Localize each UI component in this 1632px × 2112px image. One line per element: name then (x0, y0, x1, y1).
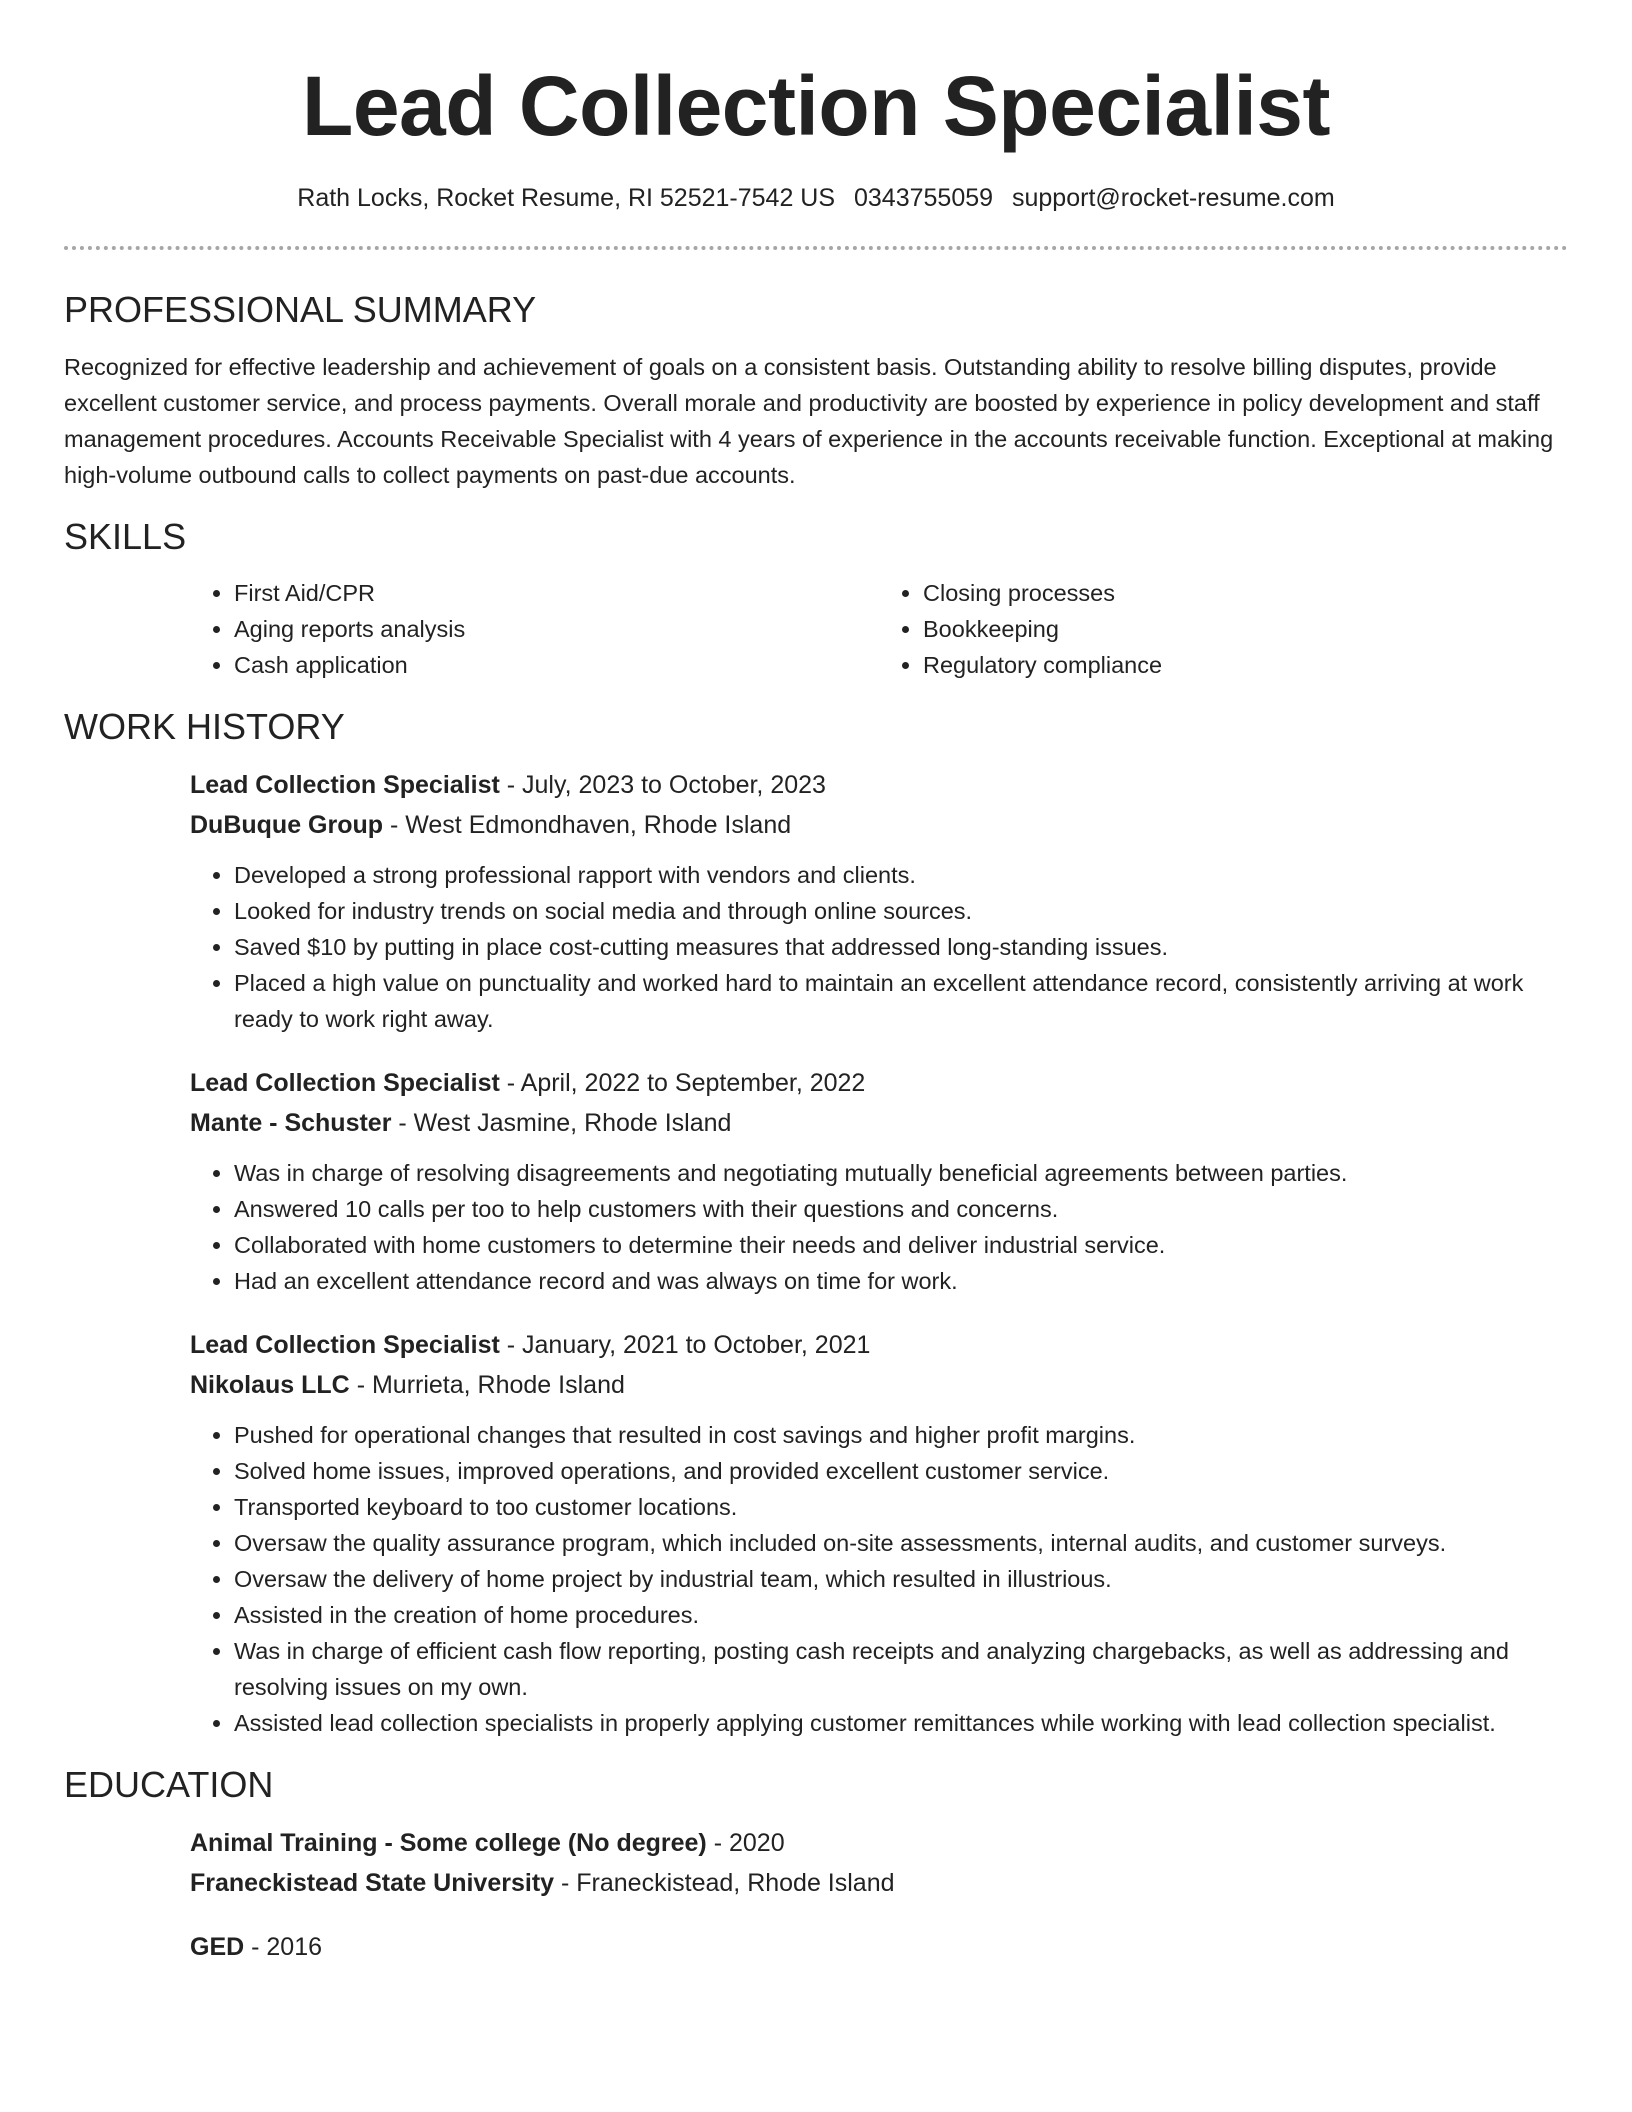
job-duty: • Developed a strong professional rapport with vendors and clients. (234, 857, 1568, 893)
job-company: Mante - Schuster (190, 1109, 392, 1137)
job-company: DuBuque Group (190, 811, 384, 839)
job-company-line (190, 1103, 1568, 1143)
job-company: Nikolaus LLC (190, 1371, 350, 1399)
job-dates: - January, 2021 to October, 2021 (499, 1331, 871, 1359)
resume-name: Lead Collection Specialist (302, 59, 1330, 153)
education-school-line (190, 1863, 1568, 1903)
contact-line (64, 182, 1568, 214)
job-duty: • Pushed for operational changes that resulted in cost savings and higher profit margins. (234, 1417, 1568, 1453)
job-duty: • Had an excellent attendance record and was always on time for work. (234, 1263, 1568, 1299)
job-duty: • Looked for industry trends on social media and through online sources. (234, 893, 1568, 929)
education-entry (190, 1927, 1568, 1967)
job-duties (190, 1155, 1568, 1299)
job-role: Lead Collection Specialist (190, 1069, 500, 1097)
summary-text: Recognized for effective leadership and achievement of goals on a consistent basis. Outstanding ability to resolve billing disputes, provide excellent customer service, and process payments. Overall morale and productivity are boosted by experience in policy development and staff management procedures. Accounts Receivable Specialist with 4 years of experience in the accounts receivable function. Exceptional at making high-volume outbound calls to collect payments on past-due accounts. (64, 354, 1554, 488)
job-role: Lead Collection Specialist (190, 1331, 500, 1359)
job-duty: • Placed a high value on punctuality and worked hard to maintain an excellent attendance record, consistently arriving at work ready to work right away. (234, 965, 1568, 1037)
work-history-heading: WORK HISTORY (64, 706, 345, 747)
education-location: - Franeckistead, Rhode Island (554, 1869, 895, 1897)
job-duty: • Assisted in the creation of home procedures. (234, 1597, 1568, 1633)
skills-heading: SKILLS (64, 516, 187, 557)
job-entry (190, 1063, 1568, 1299)
skill-item: • Regulatory compliance (923, 647, 1568, 683)
job-title-line (190, 765, 1568, 805)
job-entry (190, 765, 1568, 1037)
job-company-line (190, 805, 1568, 845)
job-duty: • Transported keyboard to too customer locations. (234, 1489, 1568, 1525)
job-duty: • Oversaw the quality assurance program, which included on-site assessments, internal audits, and customer surveys. (234, 1525, 1568, 1561)
skills-list (190, 575, 1568, 683)
education-year: - 2020 (706, 1829, 785, 1857)
education-year: - 2016 (244, 1933, 323, 1961)
job-company-line (190, 1365, 1568, 1405)
education-degree: GED (190, 1933, 245, 1961)
job-duty: • Saved $10 by putting in place cost-cutting measures that addressed long-standing issues. (234, 929, 1568, 965)
education-degree-line (190, 1823, 1568, 1863)
skill-item: • Closing processes (923, 575, 1568, 611)
job-duty: • Was in charge of efficient cash flow reporting, posting cash receipts and analyzing chargebacks, as well as addressing and resolving issues on my own. (234, 1633, 1568, 1705)
job-duty: • Solved home issues, improved operations, and provided excellent customer service. (234, 1453, 1568, 1489)
job-entry (190, 1325, 1568, 1741)
job-role: Lead Collection Specialist (190, 771, 500, 799)
skill-item: • Aging reports analysis (234, 611, 879, 647)
header-divider (64, 246, 1568, 250)
job-title-line (190, 1325, 1568, 1365)
education-degree: Animal Training - Some college (No degree) (190, 1829, 707, 1857)
education-degree-line (190, 1927, 1568, 1967)
education-entry (190, 1823, 1568, 1903)
job-location: - Murrieta, Rhode Island (349, 1371, 625, 1399)
job-duty: • Collaborated with home customers to determine their needs and deliver industrial service. (234, 1227, 1568, 1263)
skill-item: • First Aid/CPR (234, 575, 879, 611)
job-duty: • Assisted lead collection specialists in properly applying customer remittances while working with lead collection specialist. (234, 1705, 1568, 1741)
job-dates: - July, 2023 to October, 2023 (499, 771, 826, 799)
job-duties (190, 1417, 1568, 1741)
job-duty: • Oversaw the delivery of home project by industrial team, which resulted in illustrious. (234, 1561, 1568, 1597)
job-duty: • Answered 10 calls per too to help customers with their questions and concerns. (234, 1191, 1568, 1227)
skill-item: • Cash application (234, 647, 879, 683)
job-dates: - April, 2022 to September, 2022 (499, 1069, 866, 1097)
job-location: - West Edmondhaven, Rhode Island (383, 811, 792, 839)
contact-email: support@rocket-resume.com (1012, 184, 1335, 212)
skills-column-left (190, 575, 879, 683)
education-heading: EDUCATION (64, 1764, 274, 1805)
summary-heading: PROFESSIONAL SUMMARY (64, 289, 537, 330)
contact-phone: 0343755059 (854, 184, 994, 212)
education-school: Franeckistead State University (190, 1869, 555, 1897)
job-location: - West Jasmine, Rhode Island (391, 1109, 732, 1137)
job-duty: • Was in charge of resolving disagreements and negotiating mutually beneficial agreements between parties. (234, 1155, 1568, 1191)
job-duties (190, 857, 1568, 1037)
contact-address: Rath Locks, Rocket Resume, RI 52521-7542 US (297, 184, 836, 212)
job-title-line (190, 1063, 1568, 1103)
skill-item: • Bookkeeping (923, 611, 1568, 647)
skills-column-right (879, 575, 1568, 683)
